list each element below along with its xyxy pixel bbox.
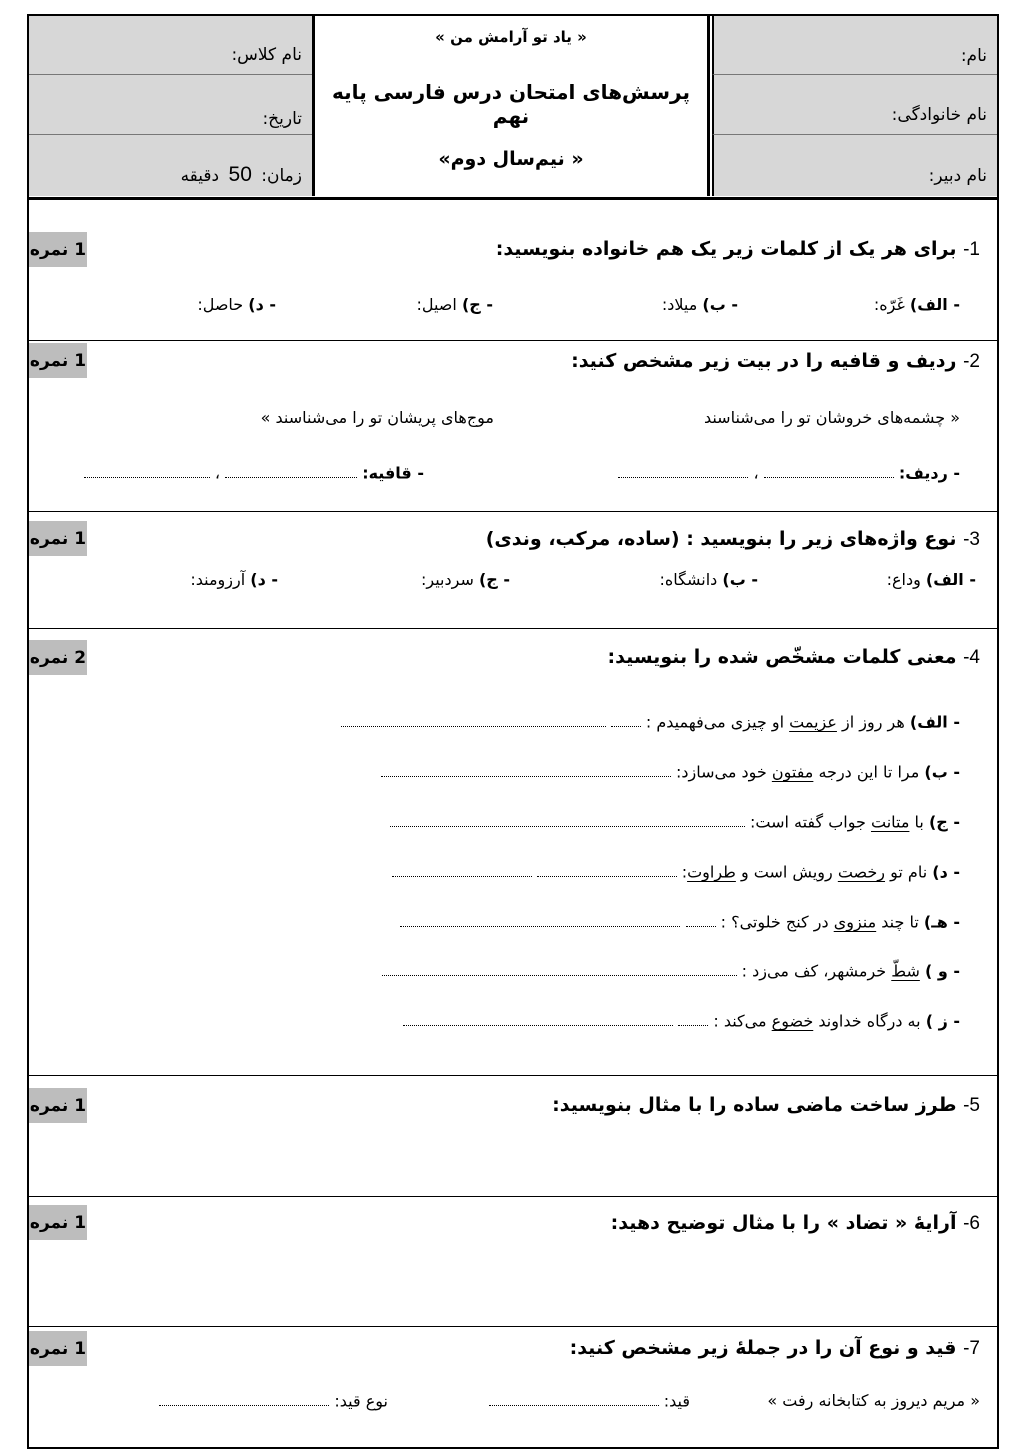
qafie-label: - قافیه: — [362, 463, 424, 483]
verse-1: « چشمه‌های خروشان تو را می‌شناسند — [703, 408, 960, 427]
q3-number: 3- — [963, 529, 980, 550]
qeyd-blank[interactable] — [489, 1391, 659, 1406]
teacher-row — [712, 135, 997, 196]
q3-a-letter: - الف) — [925, 570, 976, 589]
q1-text: برای هر یک از کلمات زیر یک هم خانواده بنویسید: — [495, 238, 957, 260]
q4-a-key: عزیمت — [789, 712, 837, 732]
motto: « یاد تو آرامش من » — [435, 28, 587, 46]
date-label: تاریخ: — [262, 108, 302, 129]
q4-g-post: می‌کند : — [713, 1011, 767, 1031]
class-info-block — [29, 16, 312, 196]
q4-item-c — [390, 812, 960, 831]
student-info-block — [712, 16, 997, 196]
q3-item-d — [190, 570, 278, 589]
qeyd-type-label: نوع قید: — [334, 1391, 388, 1411]
q4-c-blank[interactable] — [390, 812, 745, 827]
q4-f-key: شطّ — [891, 961, 920, 981]
header-divider — [27, 197, 999, 200]
family-label: نام خانوادگی: — [891, 104, 987, 125]
q1-b-word: میلاد: — [661, 295, 698, 314]
class-label: نام کلاس: — [231, 45, 302, 65]
q3-c-letter: - ج) — [478, 570, 510, 589]
teacher-label: نام دبیر: — [928, 165, 987, 186]
q5-score: 1 نمره — [29, 1088, 87, 1123]
radif-label: - ردیف: — [898, 463, 960, 483]
name-label: نام: — [960, 46, 987, 66]
q4-c-key: متانت — [870, 812, 910, 832]
q5-number: 5- — [963, 1095, 980, 1116]
q3-d-letter: - د) — [250, 570, 278, 589]
q6-score: 1 نمره — [29, 1205, 87, 1240]
q1-score: 1 نمره — [29, 232, 87, 267]
q4-b-letter: - ب) — [924, 762, 960, 782]
q1-number: 1- — [963, 239, 980, 260]
q7-number: 7- — [963, 1338, 980, 1359]
qeyd-type-field — [159, 1391, 388, 1410]
exam-title-block — [312, 16, 710, 196]
q4-g-blank-2[interactable] — [403, 1011, 673, 1026]
q1-d-word: حاصل: — [197, 295, 244, 314]
q1-item-b — [662, 295, 738, 314]
q4-d-pre: نام تو — [890, 862, 928, 882]
divider — [27, 1196, 999, 1197]
q4-a-blank-2[interactable] — [341, 712, 606, 727]
q5-text: طرز ساخت ماضی ساده را با مثال بنویسید: — [552, 1094, 957, 1116]
divider — [27, 340, 999, 341]
exam-title: پرسش‌های امتحان درس فارسی پایه نهم — [332, 80, 690, 128]
q1-a-word: غَرّه: — [873, 295, 905, 314]
q4-c-letter: - ج) — [928, 812, 960, 832]
name-row — [712, 16, 997, 75]
q4-f-blank[interactable] — [382, 961, 737, 976]
q3-b-word: دانشگاه: — [659, 570, 718, 589]
divider — [27, 511, 999, 512]
q4-d-blank-1[interactable] — [537, 862, 677, 877]
q3-d-word: آرزومند: — [190, 570, 246, 589]
q4-item-g — [403, 1011, 960, 1030]
q4-score: 2 نمره — [29, 640, 87, 675]
q4-g-key: خضوع — [771, 1011, 814, 1031]
divider — [27, 628, 999, 629]
q3-item-c — [421, 570, 510, 589]
q4-heading — [608, 646, 980, 669]
q2-number: 2- — [963, 351, 980, 372]
q3-item-b — [660, 570, 758, 589]
q4-f-post: خرمشهر، کف می‌زد : — [741, 961, 887, 981]
q4-d-letter: - د) — [932, 862, 960, 882]
q1-c-word: اصیل: — [416, 295, 457, 314]
q4-d-key2: طراوت — [687, 862, 736, 882]
radif-blank-1[interactable] — [764, 463, 894, 478]
q2-score: 1 نمره — [29, 343, 87, 378]
radif-blank-2[interactable] — [618, 463, 748, 478]
q1-d-letter: - د) — [248, 295, 276, 314]
q6-text: آرایۀ « تضاد » را با مثال توضیح دهید: — [610, 1212, 957, 1234]
qafie-field — [84, 463, 424, 482]
q1-a-letter: - الف) — [909, 295, 960, 314]
q4-number: 4- — [963, 647, 980, 668]
q1-c-letter: - ج) — [461, 295, 493, 314]
q4-item-d — [392, 862, 961, 881]
q4-c-post: جواب گفته است: — [749, 812, 866, 832]
q4-g-blank-1[interactable] — [678, 1011, 708, 1026]
family-row — [712, 75, 997, 135]
q7-heading — [570, 1337, 980, 1360]
q3-c-word: سردبیر: — [420, 570, 474, 589]
date-row — [29, 75, 312, 135]
q4-c-pre: با — [914, 812, 924, 832]
q4-item-a — [341, 712, 960, 731]
qeyd-field — [489, 1391, 690, 1410]
q3-score: 1 نمره — [29, 521, 87, 556]
q4-item-b — [381, 762, 960, 781]
q4-b-post: خود می‌سازد: — [675, 762, 767, 782]
q3-item-a — [887, 570, 976, 589]
q4-e-key: منزوی — [833, 912, 877, 932]
q3-text: نوع واژه‌های زیر را بنویسید : (ساده، مرکب، وندی) — [485, 528, 957, 550]
q1-b-letter: - ب) — [702, 295, 738, 314]
q5-heading — [552, 1094, 980, 1117]
qeyd-label: قید: — [663, 1391, 690, 1411]
q1-item-c — [416, 295, 493, 314]
q3-heading — [486, 528, 980, 551]
q6-heading — [611, 1212, 980, 1235]
radif-field — [618, 463, 960, 482]
time-label: زمان: — [261, 165, 302, 186]
qafie-blank-1[interactable] — [225, 463, 357, 478]
q4-item-e — [400, 912, 960, 931]
q4-f-letter: - و ) — [924, 961, 960, 981]
q4-a-post: او چیزی می‌فهمیدم : — [645, 712, 785, 732]
q6-number: 6- — [963, 1213, 980, 1234]
q1-item-d — [197, 295, 276, 314]
time-field — [171, 145, 312, 187]
q4-item-f — [382, 961, 960, 980]
q3-b-letter: - ب) — [722, 570, 758, 589]
q4-e-pre: تا چند — [881, 912, 919, 932]
time-unit: دقیقه — [180, 165, 220, 186]
radif-comma: ، — [753, 463, 759, 483]
q4-a-blank-1[interactable] — [611, 712, 641, 727]
q4-e-blank-2[interactable] — [400, 912, 680, 927]
q7-score: 1 نمره — [29, 1331, 87, 1366]
verse-2: موج‌های پریشان تو را می‌شناسند » — [260, 408, 494, 427]
q2-heading — [571, 350, 980, 373]
divider — [27, 1326, 999, 1327]
semester: « نیم‌سال دوم» — [438, 148, 584, 170]
q4-g-letter: - ز ) — [925, 1011, 960, 1031]
q7-text: قید و نوع آن را در جملۀ زیر مشخص کنید: — [569, 1337, 957, 1359]
q2-text: ردیف و قافیه را در بیت زیر مشخص کنید: — [571, 350, 957, 372]
q7-sentence: « مریم دیروز به کتابخانه رفت » — [767, 1391, 980, 1410]
qafie-comma: ، — [214, 463, 220, 483]
time-value: 50 — [228, 162, 252, 186]
q4-text: معنی کلمات مشخّص شده را بنویسید: — [607, 646, 957, 668]
q1-heading — [496, 238, 980, 261]
class-row — [29, 16, 312, 75]
divider — [27, 1075, 999, 1076]
q4-d-key: رخصت — [837, 862, 886, 882]
q4-d-mid: رویش است و — [740, 862, 833, 882]
q1-item-a — [874, 295, 960, 314]
q4-d-blank-2[interactable] — [392, 862, 532, 877]
q4-e-letter: - هـ) — [923, 912, 960, 932]
time-row — [29, 135, 312, 196]
q4-b-blank[interactable] — [381, 762, 671, 777]
q4-d-colon: : — [681, 862, 688, 882]
q4-e-blank-1[interactable] — [686, 912, 716, 927]
q4-a-pre: هر روز از — [842, 712, 905, 732]
q4-a-letter: - الف) — [909, 712, 960, 732]
q3-a-word: وداع: — [886, 570, 921, 589]
q4-b-pre: مرا تا این درجه — [818, 762, 920, 782]
q4-g-pre: به درگاه خداوند — [818, 1011, 921, 1031]
q4-e-post: در کنج خلوتی؟ : — [720, 912, 829, 932]
qeyd-type-blank[interactable] — [159, 1391, 329, 1406]
qafie-blank-2[interactable] — [84, 463, 210, 478]
q4-b-key: مفتون — [771, 762, 814, 782]
